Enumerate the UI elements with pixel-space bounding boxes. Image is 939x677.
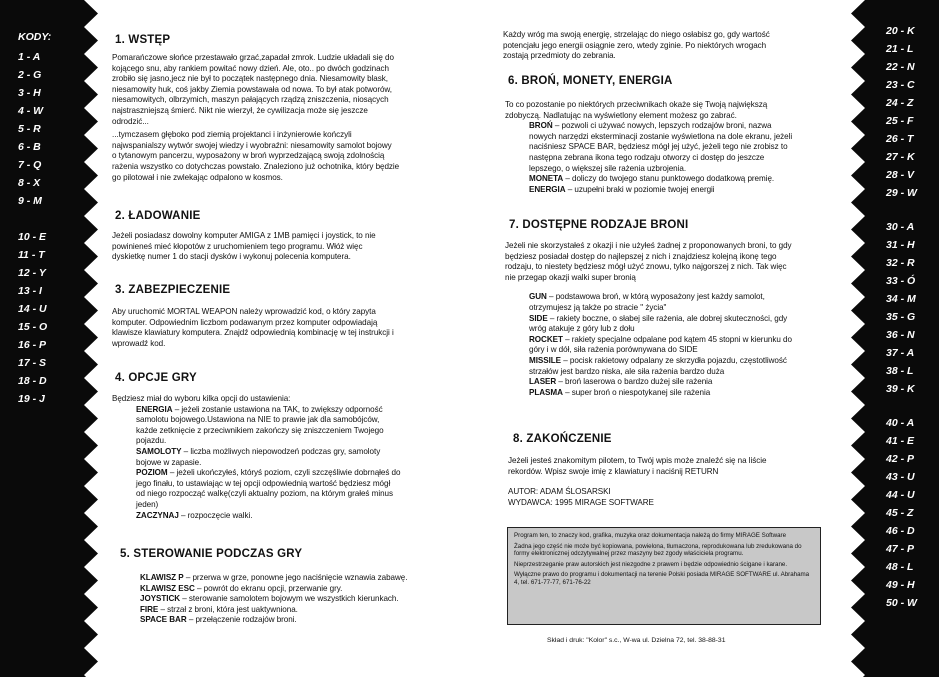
options-intro: Będziesz miał do wyboru kilka opcji do ustawienia: — [112, 394, 291, 403]
section-7-text — [505, 241, 850, 398]
codes-header: KODY: — [18, 31, 52, 43]
text-line: Pomarańczowe słońce przestawało grzać,zapadał zmrok. Ludzie układali się do — [112, 53, 394, 62]
code-item: 43 - U — [886, 471, 915, 483]
text-line: ...tymczasem głęboko pod ziemią projektanci i inżynierowie kończyli — [112, 130, 352, 140]
option-name: ENERGIA — [136, 404, 173, 414]
code-item: 29 - W — [886, 187, 917, 199]
option-name: SAMOLOTY — [136, 446, 182, 456]
code-item: 6 - B — [18, 141, 41, 153]
code-item: 10 - E — [18, 231, 47, 243]
code-item: 12 - Y — [18, 267, 46, 279]
text-line: odrodzić... — [112, 116, 149, 126]
weapon-line: wróg atakuje z góry lub z dołu — [529, 324, 635, 334]
weapon-desc: – broń laserowa o bardzo dużej sile rażenia — [556, 377, 713, 387]
code-item: 42 - P — [886, 453, 915, 465]
control-line — [140, 573, 470, 584]
section-7-title: 7. DOSTĘPNE RODZAJE BRONI — [509, 219, 689, 231]
code-item: 2 - G — [18, 69, 42, 81]
weapon-desc: – podstawowa broń, w którą wyposażony jest każdy samolot, — [546, 292, 765, 302]
code-item: 30 - A — [886, 221, 915, 233]
weapon-desc: – super broń o niespotykanej sile rażenia — [562, 387, 711, 397]
text-line: zostają przedmioty do zebrania. — [503, 51, 616, 61]
text-line: wprowadź kod. — [112, 338, 166, 348]
option-line: od niego rozpocząć walkę(czyli aktualny poziom, na którym grałeś minus — [136, 489, 393, 499]
option-line: samolotu bojowego.Ustawiona na NIE to prawie jak dla samobójców, — [136, 415, 380, 425]
text-line: niesamowitych, olbrzymich, maszyn pałających rządzą zniszczenia, niosących — [112, 95, 389, 105]
weapon-name: MISSILE — [529, 355, 562, 365]
code-item: 3 - H — [18, 87, 41, 99]
option-line — [112, 405, 462, 416]
code-item: 45 - Z — [886, 507, 914, 519]
code-item: 13 - I — [18, 285, 42, 297]
option-line: jeden) — [136, 499, 159, 509]
text-line: zrobiło się jasno,jecz nie był to początek następnego dnia. Niesamowity blask, — [112, 74, 388, 84]
codes-right-list — [886, 22, 917, 612]
text-line: go pilotował i nie zwlekając odpalono w kosmos. — [112, 172, 283, 182]
code-item: 44 - U — [886, 489, 915, 501]
section-3-title: 3. ZABEZPIECZENIE — [115, 284, 231, 296]
code-item: 36 - N — [886, 329, 915, 341]
code-item: 15 - O — [18, 321, 48, 333]
code-item: 26 - T — [886, 133, 914, 145]
weapon-line: otrzymujesz ją także po stracie " życia" — [529, 302, 667, 312]
text-line: Jeżeli jesteś znakomitym pilotem, to Twój wpis może znaleźć się na liście — [508, 456, 767, 465]
control-key: SPACE BAR — [140, 615, 187, 625]
item-line — [505, 174, 845, 185]
control-desc: – strzał z broni, która jest uaktywniona. — [158, 604, 298, 614]
author-line: AUTOR: ADAM ŚLOSARSKI — [508, 487, 611, 497]
copyright-notice — [507, 527, 821, 625]
section-2-title: 2. ŁADOWANIE — [115, 210, 201, 222]
control-line — [140, 594, 470, 605]
control-key: JOYSTICK — [140, 594, 181, 604]
code-item: 31 - H — [886, 239, 915, 251]
option-line — [112, 447, 462, 458]
publisher-line: WYDAWCA: 1995 MIRAGE SOFTWARE — [508, 497, 654, 507]
code-item: 47 - P — [886, 543, 915, 555]
option-desc: – jeżeli zostanie ustawiona na TAK, to zwiększy odporność — [172, 404, 383, 414]
option-line: bojowe w zapasie. — [136, 457, 202, 467]
code-item: 33 - Ó — [886, 275, 916, 287]
item-desc: – doliczy do twojego stanu punktowego dodatkową premię. — [563, 174, 775, 184]
weapon-name: PLASMA — [529, 387, 563, 397]
weapon-line — [505, 314, 850, 325]
text-line: klawisze klawiatury komputera. Znajdź odpowiednią kombinację w tej instrukcji i — [112, 328, 394, 338]
text-line: rodzaju, to niestety będziesz mógł użyć znowu, tylko najgorszej z nich. Tak więc — [505, 262, 787, 272]
section-5-text — [140, 573, 470, 626]
control-key: KLAWISZ ESC — [140, 583, 195, 593]
code-item: 19 - J — [18, 393, 45, 405]
code-item: 48 - L — [886, 561, 914, 573]
code-item: 18 - D — [18, 375, 47, 387]
code-item: 5 - R — [18, 123, 41, 135]
item-name: ENERGIA — [529, 184, 566, 194]
control-desc: – przełączenie rodzajów broni. — [186, 615, 297, 625]
item-line: następna zebrana ikona tego rodzaju otworzy ci dostęp do jeszcze — [529, 152, 765, 162]
section-6-title: 6. BROŃ, MONETY, ENERGIA — [508, 75, 673, 87]
weapon-line: góry i w dół, siła rażenia porównywana do SIDE — [529, 345, 698, 355]
section-8-text — [508, 456, 848, 508]
section-6-intro-top — [503, 30, 843, 62]
section-1-title: 1. WSTĘP — [115, 34, 171, 46]
control-desc: – sterowanie samolotem bojowym we wszystkich kierunkach. — [180, 594, 399, 604]
section-6-text — [505, 100, 845, 195]
option-name: POZIOM — [136, 468, 168, 478]
weapon-name: ROCKET — [529, 334, 563, 344]
control-desc: – przerwa w grze, ponowne jego naciśnięcie wznawia zabawę. — [183, 573, 408, 582]
text-line: komputer. Odpowiednim liczbom podawanym przez komputer odpowiadają — [112, 317, 378, 327]
code-item: 21 - L — [886, 43, 914, 55]
code-item: 39 - K — [886, 383, 915, 395]
code-item: 22 - N — [886, 61, 915, 73]
weapon-line — [505, 377, 850, 388]
code-item: 9 - M — [18, 195, 42, 207]
code-item: 8 - X — [18, 177, 41, 189]
option-desc: – jeżeli ukończyłeś, któryś poziom, czyli szczęśliwie dobrnąłeś do — [167, 468, 401, 478]
option-line: jego finału, to ustawiając w tej opcji odpowiednią wartość będziesz mógł — [136, 478, 391, 488]
control-key: KLAWISZ P — [140, 573, 184, 582]
copyright-p1: Program ten, to znaczy kod, grafika, muzyka oraz dokumentacja należą do firmy MIRAGE Software — [514, 532, 787, 539]
control-key: FIRE — [140, 604, 159, 614]
control-desc: – powrót do ekranu opcji, przerwanie gry. — [194, 583, 343, 593]
text-line: najstraszniejszą śmierć. Nikt nie wierzył, że cywilizacja może się jeszcze — [112, 105, 368, 115]
text-line: Jeżeli posiadasz dowolny komputer AMIGA z 1MB pamięci i joystick, to nie — [112, 231, 376, 240]
weapon-line — [505, 356, 850, 367]
code-item: 7 - Q — [18, 159, 42, 171]
text-line: o tytanowym pancerzu, wyposażony w broń wyprzedzającą swoją zdolnością — [112, 151, 385, 161]
code-item: 37 - A — [886, 347, 915, 359]
copyright-p3: Nieprzestrzeganie praw autorskich jest niezgodne z prawem i będzie odpowiednio ścigane i karane. — [514, 560, 788, 568]
text-line: To co pozostanie po niektórych przeciwnikach okaże się Twoją największą — [505, 100, 768, 109]
item-line: naciśniesz SPACE BAR, będziesz mógł jej użyć, jeżeli tego nie zrobisz to — [529, 142, 788, 152]
weapon-name: SIDE — [529, 313, 548, 323]
code-item: 24 - Z — [886, 97, 914, 109]
print-footer: Skład i druk: "Kolor" s.c., W-wa ul. Dzielna 72, tel. 38-88-31 — [547, 637, 726, 644]
code-item: 25 - F — [886, 115, 914, 127]
weapon-desc: – pocisk rakietowy odpalany ze skrzydła pojazdu, częstotliwość — [561, 355, 787, 365]
text-line: zdobyczą. Nadlatując na wyświetlony element możesz go zabrać. — [505, 110, 737, 120]
code-item: 40 - A — [886, 417, 915, 429]
item-line — [505, 121, 845, 132]
weapon-line: strzałów jest bardzo niska, ale siła rażenia bardzo duża — [529, 366, 725, 376]
text-line: dyskietkę numer 1 do stacji dysków i wykonuj polecenia komputera. — [112, 252, 351, 262]
text-line: Jeżeli nie skorzystałeś z okazji i nie użyłeś żadnej z proponowanych broni, to gdy — [505, 241, 792, 250]
code-item: 32 - R — [886, 257, 915, 269]
section-3-text — [112, 307, 462, 349]
text-line: potencjału jego energii osiągnie zero, wtedy zginie. Po niektórych wrogach — [503, 40, 767, 50]
weapon-line — [505, 335, 850, 346]
option-desc: – liczba możliwych niepowodzeń podczas gry, samoloty — [181, 446, 381, 456]
code-item: 17 - S — [18, 357, 47, 369]
weapon-desc: – rakiety boczne, o słabej sile rażenia, ale dobrej skuteczności, gdy — [547, 313, 788, 323]
control-line — [140, 605, 470, 616]
code-item: 28 - V — [886, 169, 915, 181]
section-4-title: 4. OPCJE GRY — [115, 372, 197, 384]
text-line: niesamowity huk, coś jakby Ziemia powstawała od nowa. To był atak potworów, — [112, 84, 392, 94]
section-2-text — [112, 231, 462, 263]
text-line: powinieneś mieć kłopotów z uruchomieniem tego programu. Włóż więc — [112, 241, 363, 251]
text-line: kojącego snu, aby rankiem powitać nowy dzień. Ale, oto.. po dwóch godzinach — [112, 63, 390, 73]
code-item: 16 - P — [18, 339, 47, 351]
weapon-name: LASER — [529, 377, 557, 387]
section-4-text — [112, 394, 462, 521]
weapon-line — [505, 292, 850, 303]
code-item: 4 - W — [18, 105, 44, 117]
section-1-text — [112, 53, 452, 183]
code-item: 20 - K — [886, 25, 915, 37]
text-line: Aby uruchomić MORTAL WEAPON należy wprowadzić kod, o który zapyta — [112, 307, 376, 316]
control-line — [140, 584, 470, 595]
section-5-title: 5. STEROWANIE PODCZAS GRY — [120, 548, 303, 560]
item-line — [505, 185, 845, 196]
code-item: 35 - G — [886, 311, 916, 323]
text-line: nie przegap okazji walki super bronią — [505, 272, 636, 282]
section-8-title: 8. ZAKOŃCZENIE — [513, 433, 612, 445]
text-line: rażenia wszystko co dotychczas powstało. Znaleziono już ochotnika, który będzie — [112, 161, 400, 171]
weapon-line — [505, 388, 850, 399]
item-name: BROŃ — [529, 121, 553, 131]
item-line: lepszego, o większej sile rażenia uzbrojenia. — [529, 163, 687, 173]
code-item: 14 - U — [18, 303, 47, 315]
option-line: każde zetknięcie z przeciwnikiem zakończy się zniszczeniem Twojego — [136, 425, 384, 435]
code-item: 46 - D — [886, 525, 915, 537]
option-line — [112, 468, 462, 479]
item-desc: – uzupełni braki w poziomie twojej energii — [565, 184, 715, 194]
text-line: Każdy wróg ma swoją energię, strzelając do niego osłabisz go, gdy wartość — [503, 30, 770, 39]
option-line — [112, 511, 462, 522]
text-line: będziesz posiadał dostęp do najlepszej z nich i znajdziesz kolejną ikonę tego — [505, 251, 777, 261]
item-line: nowych narzędzi eksterminacji zostanie wyświetlona na dole ekranu, jeżeli — [529, 131, 793, 141]
option-desc: – rozpoczęcie walki. — [178, 510, 253, 520]
weapon-name: GUN — [529, 292, 547, 302]
text-line: najwspanialszy wytwór swojej wiedzy i wyobraźni: niesamowity samolot bojowy — [112, 140, 392, 150]
item-name: MONETA — [529, 174, 564, 184]
text-line: rekordów. Wpisz swoje imię z klawiatury i naciśnij RETURN — [508, 466, 719, 476]
control-line — [140, 615, 470, 626]
code-item: 41 - E — [886, 435, 915, 447]
copyright-p4: Wyłączne prawo do programu i dokumentacji na terenie Polski posiada MIRAGE SOFTWARE ul. Abrahama 4, tel. 671-77-77, 671-76-22 — [514, 571, 810, 586]
code-item: 50 - W — [886, 597, 917, 609]
code-item: 49 - H — [886, 579, 915, 591]
code-item: 34 - M — [886, 293, 916, 305]
code-item: 27 - K — [886, 151, 915, 163]
item-desc: – pozwoli ci używać nowych, lepszych rodzajów broni, nazwa — [552, 121, 772, 131]
code-item: 38 - L — [886, 365, 914, 377]
copyright-p2: Żadna jego część nie może być kopiowana, powielona, tłumaczona, reprodukowana lub zredukowana do formy elektronicznej odczytywalnej przez maszyny bez zgody właściciela programu. — [514, 542, 802, 558]
code-item: 23 - C — [886, 79, 915, 91]
option-line: pojazdu. — [136, 436, 167, 446]
weapon-desc: – rakiety specjalne odpalane pod kątem 45 stopni w kierunku do — [562, 334, 792, 344]
option-name: ZACZYNAJ — [136, 510, 179, 520]
codes-left-list — [18, 28, 51, 408]
code-item: 11 - T — [18, 249, 45, 261]
code-item: 1 - A — [18, 51, 41, 63]
